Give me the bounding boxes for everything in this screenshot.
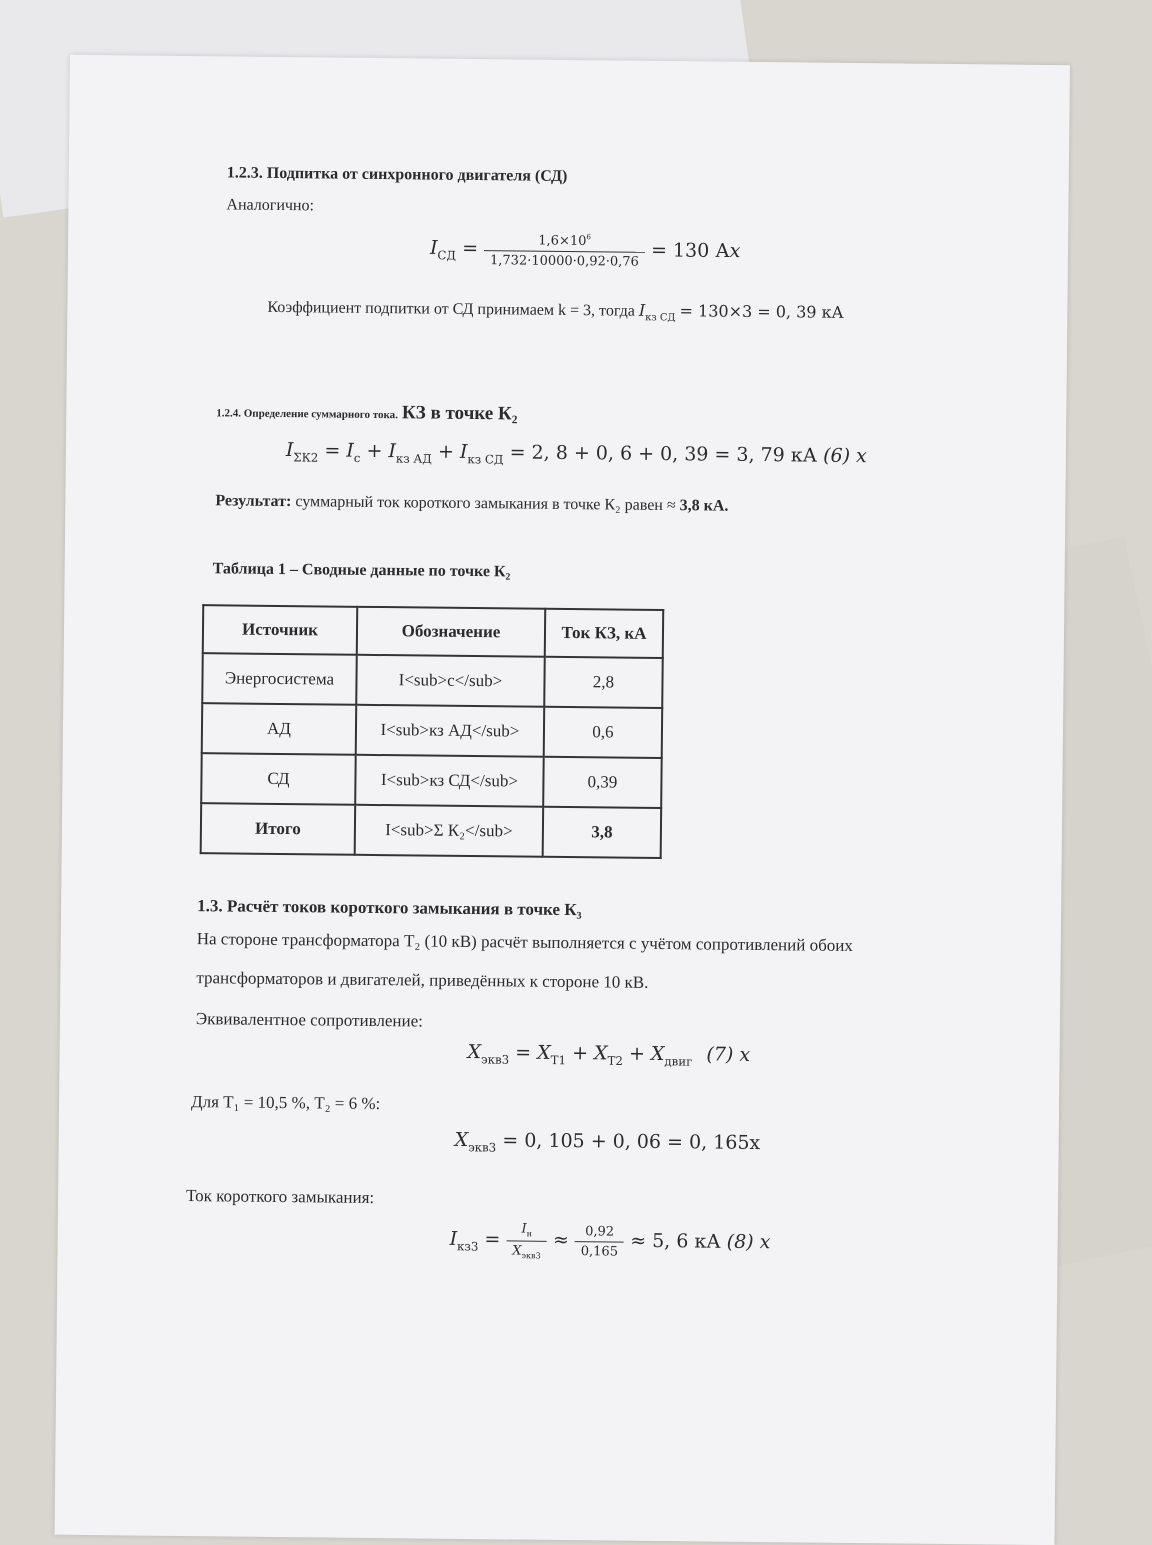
table-cell: I<sub>c</sub> xyxy=(356,655,545,707)
eq6-i-sd-sub: кз СД xyxy=(467,452,504,467)
eq6-i-sum-sub: ΣК2 xyxy=(293,450,319,465)
table-cell: 0,6 xyxy=(544,707,663,758)
table-cell: 0,39 xyxy=(543,757,662,808)
eq8-den-sub: экв3 xyxy=(521,1250,541,1261)
eqx-result: = 0, 105 + 0, 06 = 0, 165x xyxy=(502,1129,761,1155)
table-row xyxy=(202,703,662,758)
eq7-tag: (7) x xyxy=(706,1043,751,1066)
fraction-numerator: 1,6×10 xyxy=(538,233,587,249)
eq-i: I xyxy=(429,236,438,259)
equiv-label: Эквивалентное сопротивление: xyxy=(195,1009,424,1031)
fraction xyxy=(484,231,645,269)
table-cell: Итого xyxy=(201,803,356,855)
table-caption: Таблица 1 – Сводные данные по точке К₂ xyxy=(212,560,511,581)
fraction-numerator-power: 6 xyxy=(586,232,592,242)
eq8-num-sub: н xyxy=(526,1229,533,1239)
coef-i-sub: кз СД xyxy=(645,312,676,324)
eq7-xt2-sub: Т2 xyxy=(607,1053,623,1068)
table-header-cell: Обозначение xyxy=(357,607,545,657)
table-row xyxy=(201,753,661,808)
heading-1-2-3: 1.2.3. Подпитка от синхронного двигателя (СД) xyxy=(226,164,568,185)
table-cell: I<sub>кз АД</sub> xyxy=(356,705,545,757)
table-cell: I<sub>кз СД</sub> xyxy=(355,755,544,807)
eq6-result: = 2, 8 + 0, 6 + 0, 39 = 3, 79 кА xyxy=(509,441,818,467)
eq7-x: X xyxy=(467,1040,482,1064)
eq8-den: X xyxy=(512,1243,522,1259)
table-row-total xyxy=(201,803,661,858)
eq8-i: I xyxy=(449,1227,458,1251)
eq7-xt1: X xyxy=(537,1041,551,1064)
analog-text: Аналогично: xyxy=(226,196,315,215)
fraction-denominator: 1,732·10000·0,92·0,76 xyxy=(489,252,639,270)
table-header-row xyxy=(203,605,663,658)
eq6-i-c-sub: с xyxy=(353,451,361,466)
eq-tag: x xyxy=(729,240,741,263)
eq6-tag: (6) x xyxy=(823,444,867,468)
paragraph-line: трансформаторов и двигателей, приведённых к стороне 10 кВ. xyxy=(196,968,649,992)
heading-1-2-4-big: КЗ в точке К₂ xyxy=(401,402,518,425)
table-row xyxy=(202,653,662,708)
eq8-fraction-2 xyxy=(575,1224,625,1260)
eq8-i-sub: кз3 xyxy=(457,1239,479,1254)
eq6-i-ad-sub: кз АД xyxy=(395,451,432,466)
heading-1-2-4 xyxy=(216,400,517,425)
eq-result: = 130 А xyxy=(650,239,730,263)
eq7-xdv-sub: двиг xyxy=(664,1054,693,1069)
table-header-cell: Ток КЗ, кА xyxy=(545,609,663,658)
equation-8: $I_{кз3}$ = $\frac{I_н}{X_{экв3}}$ ≈ $\frac{0,92}{0,165}$ ≈ 5, 6 кА (8) x xyxy=(449,1221,771,1261)
coef-text: Коэффициент подпитки от СД принимаем k = 3, тогда xyxy=(267,298,635,320)
paragraph-line: На стороне трансформатора Т₂ (10 кВ) расчёт выполняется с учётом сопротивлений обоих xyxy=(196,929,853,956)
coef-i: I xyxy=(638,300,646,320)
eq8-num: I xyxy=(521,1221,527,1237)
eq7-xdv: X xyxy=(650,1042,665,1066)
table-cell: СД xyxy=(201,753,356,805)
coef-result: = 130×3 = 0, 39 кА xyxy=(679,301,844,322)
equation-6: $I_{\Sigma К2} = I_с + I_{кз АД} + I_{кз СД} = 2$, 8 + 0, 6 + 0, 39 = 3, 79 кА (6) x xyxy=(285,439,867,468)
heading-1-2-4-small: 1.2.4. Определение суммарного тока. xyxy=(216,407,399,422)
eq6-i-sum: I xyxy=(285,439,294,462)
eqx-x-sub: экв3 xyxy=(468,1140,497,1155)
result-text: суммарный ток короткого замыкания в точке К₂ равен ≈ xyxy=(295,493,676,515)
eq7-xt1-sub: Т1 xyxy=(550,1053,567,1068)
eq7-x-sub: экв3 xyxy=(480,1052,510,1067)
equation-7: $X_{экв3} = X_{Т1} + X_{Т2} + X_{двиг}$ (7) x xyxy=(467,1040,751,1069)
table-cell: 3,8 xyxy=(543,807,662,858)
table-cell: Энергосистема xyxy=(202,653,357,705)
equation-i-sd: $I_{СД}$ = $\frac{1,6\times 10^6}{1,732\cdot 10000\cdot 0,92\cdot 0,76}$ = 130 Аx xyxy=(429,232,741,270)
table-cell: 2,8 xyxy=(544,657,663,708)
eq6-i-c: I xyxy=(346,439,354,462)
eq8-den2: 0,165 xyxy=(580,1243,619,1260)
equation-xekv xyxy=(455,1129,761,1157)
eq8-num2: 0,92 xyxy=(575,1224,624,1243)
result-value: 3,8 кА. xyxy=(679,497,729,515)
eq8-fraction-1 xyxy=(506,1221,547,1260)
current-label: Ток короткого замыкания: xyxy=(185,1186,375,1208)
summary-table xyxy=(200,604,665,859)
document-page xyxy=(55,55,1070,1545)
table-header-cell: Источник xyxy=(203,605,357,655)
eq8-result: ≈ 5, 6 кА xyxy=(630,1229,721,1253)
result-line xyxy=(215,492,728,515)
eq8-tag: (8) x xyxy=(726,1230,771,1254)
eq-i-sub: СД xyxy=(437,248,457,263)
heading-1-3: 1.3. Расчёт токов короткого замыкания в точке К₃ xyxy=(197,896,582,920)
eq6-i-ad: I xyxy=(388,440,397,463)
eqx-x: X xyxy=(454,1128,469,1151)
coef-line xyxy=(267,297,844,325)
table-cell: I<sub>Σ К₂</sub> xyxy=(355,805,544,857)
for-text: Для Т₁ = 10,5 %, Т₂ = 6 %: xyxy=(190,1092,381,1114)
eq7-xt2: X xyxy=(593,1042,608,1065)
result-label: Результат: xyxy=(215,492,292,511)
table-cell: АД xyxy=(202,703,357,755)
eq6-i-sd: I xyxy=(459,440,468,463)
